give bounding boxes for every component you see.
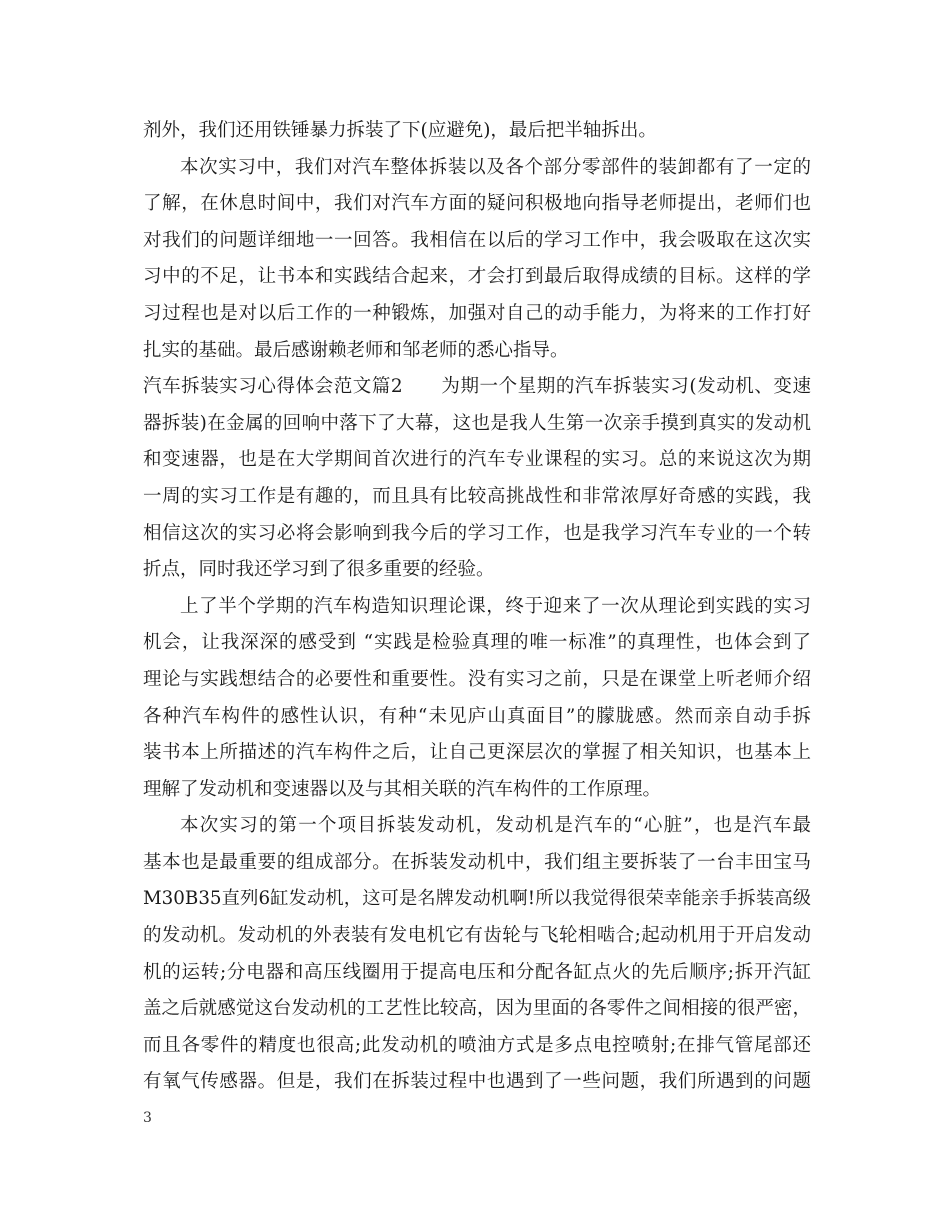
text-line: 了解，在休息时间中，我们对汽车方面的疑问积极地向指导老师提出，老师们也 (143, 193, 811, 215)
text-line: 习中的不足，让书本和实践结合起来，才会打到最后取得成绩的目标。这样的学 (143, 266, 811, 288)
text-line: 习过程也是对以后工作的一种锻炼，加强对自己的动手能力，为将来的工作打好 (143, 302, 811, 324)
text-line: 和变速器，也是在大学期间首次进行的汽车专业课程的实习。总的来说这次为期 (143, 449, 811, 471)
text-line: 一周的实习工作是有趣的，而且具有比较高挑战性和非常浓厚好奇感的实践，我 (143, 485, 811, 507)
text-line: 扎实的基础。最后感谢赖老师和邹老师的悉心指导。 (143, 339, 569, 361)
text-line: 理论与实践想结合的必要性和重要性。没有实习之前，只是在课堂上听老师介绍 (143, 668, 811, 690)
text-line: 基本也是最重要的组成部分。在拆装发动机中，我们组主要拆装了一台丰田宝马 (143, 851, 811, 873)
text-line: 装书本上所描述的汽车构件之后，让自己更深层次的掌握了相关知识，也基本上 (143, 742, 811, 764)
text-line: 而且各零件的精度也很高;此发动机的喷油方式是多点电控喷射;在排气管尾部还 (143, 1034, 811, 1056)
text-line: 相信这次的实习必将会影响到我今后的学习工作，也是我学习汽车专业的一个转 (143, 522, 811, 544)
text-line: 机的运转;分电器和高压线圈用于提高电压和分配各缸点火的先后顺序;拆开汽缸 (143, 961, 811, 983)
text-line: 剂外，我们还用铁锤暴力拆装了下(应避免)，最后把半轴拆出。 (143, 120, 657, 141)
body-text (143, 113, 811, 1101)
text-line: 本次实习中，我们对汽车整体拆装以及各个部分零部件的装卸都有了一定的 (180, 156, 811, 178)
text-line: 理解了发动机和变速器以及与其相关联的汽车构件的工作原理。 (143, 778, 662, 800)
text-line: 有氧气传感器。但是，我们在拆装过程中也遇到了一些问题，我们所遇到的问题 (143, 1071, 811, 1093)
text-line: 汽车拆装实习心得体会范文篇2 为期一个星期的汽车拆装实习(发动机、变速 (143, 376, 811, 398)
page-number: 3 (143, 1110, 152, 1126)
text-line: M30B35直列6缸发动机，这可是名牌发动机啊!所以我觉得很荣幸能亲手拆装高级 (143, 888, 811, 910)
text-line: 上了半个学期的汽车构造知识理论课，终于迎来了一次从理论到实践的实习 (180, 595, 811, 617)
text-line: 各种汽车构件的感性认识，有种“未见庐山真面目”的朦胧感。然而亲自动手拆 (143, 705, 811, 727)
text-line: 的发动机。发动机的外表装有发电机它有齿轮与飞轮相啮合;起动机用于开启发动 (143, 925, 811, 947)
text-line: 器拆装)在金属的回响中落下了大幕，这也是我人生第一次亲手摸到真实的发动机 (143, 412, 811, 434)
text-line: 折点，同时我还学习到了很多重要的经验。 (143, 559, 495, 581)
text-line: 本次实习的第一个项目拆装发动机，发动机是汽车的“心脏”，也是汽车最 (180, 815, 811, 837)
text-line: 机会，让我深深的感受到 “实践是检验真理的唯一标准”的真理性，也体会到了 (143, 632, 811, 654)
text-line: 对我们的问题详细地一一回答。我相信在以后的学习工作中，我会吸取在这次实 (143, 229, 811, 251)
text-line: 盖之后就感觉这台发动机的工艺性比较高，因为里面的各零件之间相接的很严密， (143, 998, 811, 1020)
